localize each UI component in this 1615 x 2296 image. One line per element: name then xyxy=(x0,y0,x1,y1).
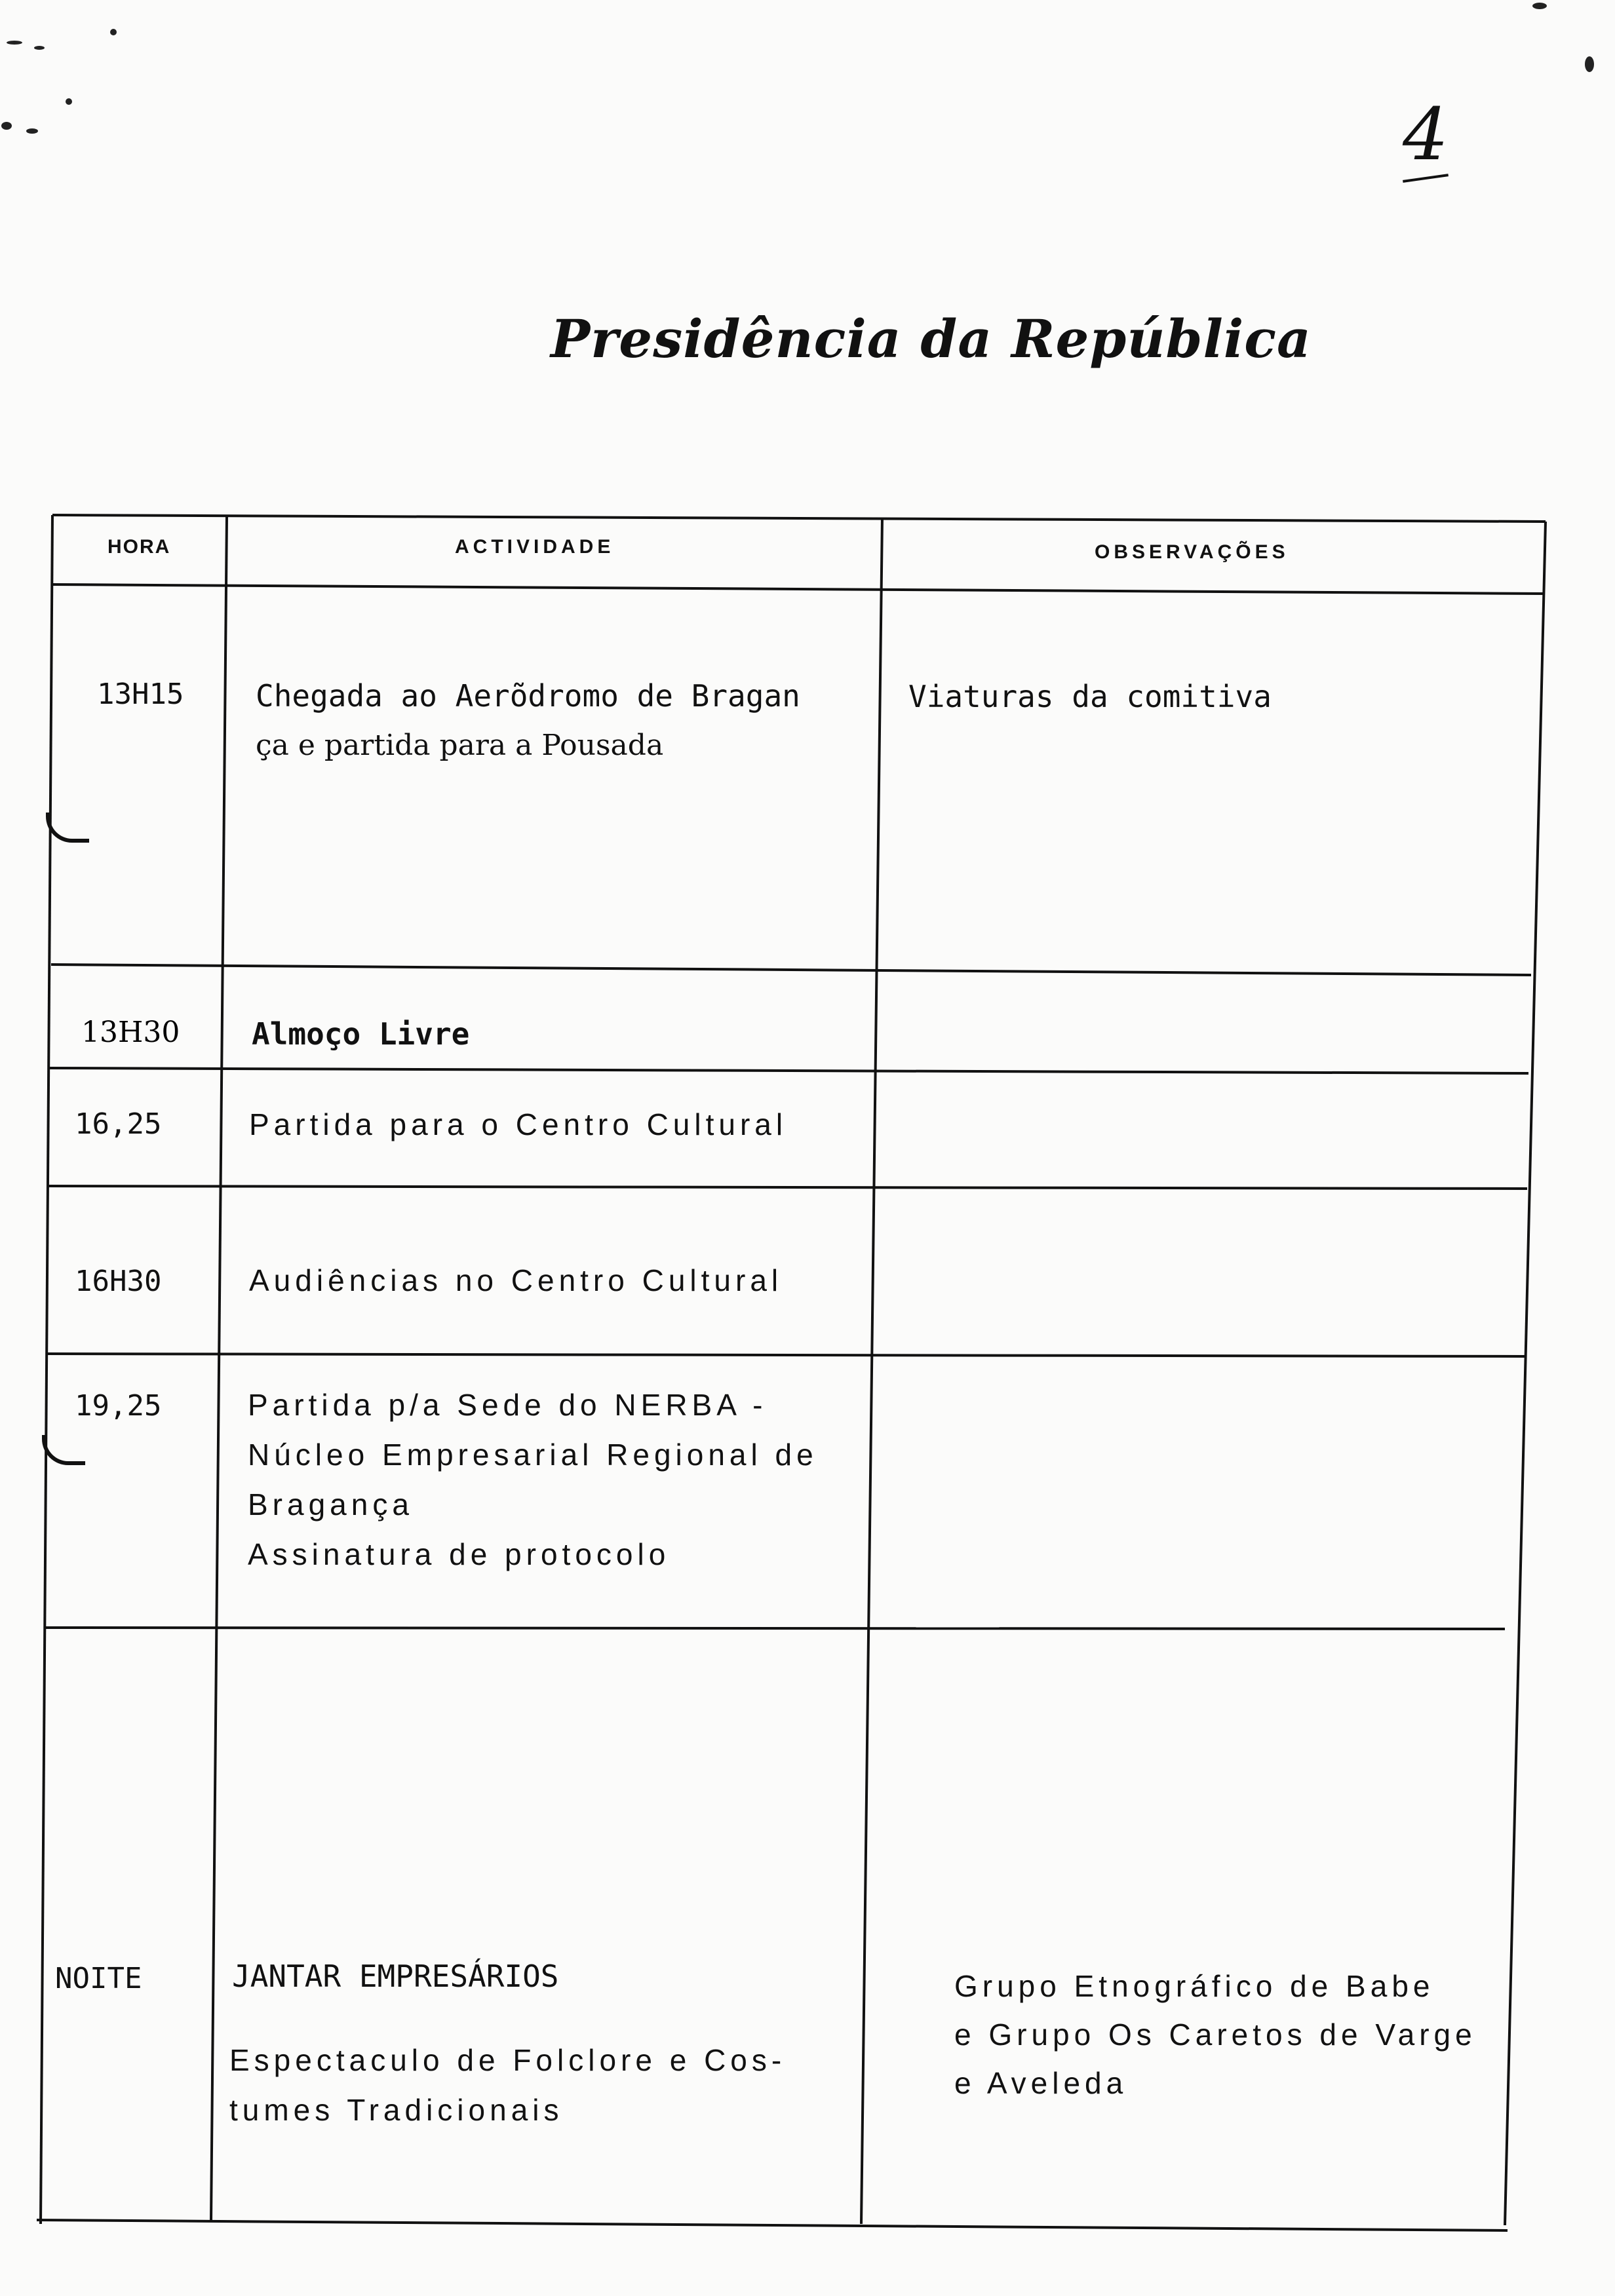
row-6-hora: NOITE xyxy=(55,1962,142,1995)
row-5-hora: 19,25 xyxy=(75,1389,162,1423)
row-3-actividade xyxy=(249,1100,787,1149)
header-observacoes: OBSERVAÇÕES xyxy=(1095,541,1289,563)
row-6-actividade-heading: JANTAR EMPRESÁRIOS xyxy=(232,1959,559,1994)
row-6-observacoes xyxy=(954,1962,1477,2107)
scan-speck xyxy=(66,98,72,105)
margin-bracket xyxy=(46,813,89,843)
margin-bracket xyxy=(42,1435,85,1465)
column-rule-1 xyxy=(211,516,227,2221)
row-6-actividade xyxy=(229,2035,786,2135)
row-1-observacoes-line: Viaturas da comitiva xyxy=(908,679,1272,714)
table-bottom-rule xyxy=(37,2220,1508,2230)
row-5-actividade-line: Bragança xyxy=(248,1487,414,1521)
row-6-actividade-line: tumes Tradicionais xyxy=(229,2093,564,2127)
table-left-rule xyxy=(41,515,52,2224)
table-top-rule xyxy=(52,515,1546,522)
row-2-hora: 13H30 xyxy=(81,1016,180,1049)
scan-speck xyxy=(26,128,38,134)
row-1-actividade xyxy=(256,671,800,771)
page-number: 4 xyxy=(1403,92,1449,176)
header-actividade: ACTIVIDADE xyxy=(455,536,615,558)
row-4-hora: 16H30 xyxy=(75,1265,162,1298)
row-6-observacoes-line: e Aveleda xyxy=(954,2066,1128,2100)
row-4-actividade xyxy=(249,1255,783,1305)
row-rule-1 xyxy=(51,965,1531,975)
scan-speck xyxy=(1,122,12,130)
row-6-observacoes-line: e Grupo Os Caretos de Varge xyxy=(954,2018,1477,2052)
row-3-hora: 16,25 xyxy=(75,1107,162,1141)
row-5-actividade xyxy=(248,1380,818,1579)
row-rule-4 xyxy=(47,1354,1525,1356)
scan-speck xyxy=(34,46,45,50)
row-2-actividade xyxy=(252,1009,469,1059)
row-2-actividade-line: Almoço Livre xyxy=(252,1016,470,1052)
row-5-actividade-line: Partida p/a Sede do NERBA - xyxy=(248,1388,768,1422)
header-hora: HORA xyxy=(107,536,171,558)
row-6-observacoes-line: Grupo Etnográfico de Babe xyxy=(954,1969,1435,2003)
row-rule-2 xyxy=(50,1068,1528,1073)
row-1-actividade-line: ça e partida para a Pousada xyxy=(256,729,664,762)
header-rule xyxy=(52,584,1544,594)
scan-speck xyxy=(1585,56,1594,72)
row-1-hora: 13H15 xyxy=(97,678,184,711)
scan-speck xyxy=(7,41,22,45)
row-5-actividade-line: Assinatura de protocolo xyxy=(248,1537,671,1571)
letterhead: Presidência da República xyxy=(551,308,1312,370)
row-6-actividade-line: Espectaculo de Folclore e Cos- xyxy=(229,2043,787,2077)
column-rule-2 xyxy=(861,518,882,2224)
row-1-observacoes xyxy=(908,672,1272,721)
row-rule-5 xyxy=(45,1628,1505,1629)
scan-speck xyxy=(110,29,117,35)
table-right-rule xyxy=(1505,522,1546,2225)
scan-speck xyxy=(1532,3,1547,9)
row-5-actividade-line: Núcleo Empresarial Regional de xyxy=(248,1438,818,1472)
row-3-actividade-line: Partida para o Centro Cultural xyxy=(249,1107,788,1141)
row-4-actividade-line: Audiências no Centro Cultural xyxy=(249,1263,783,1297)
row-1-actividade-line: Chegada ao Aerõdromo de Bragan xyxy=(256,678,800,714)
row-rule-3 xyxy=(49,1186,1527,1189)
